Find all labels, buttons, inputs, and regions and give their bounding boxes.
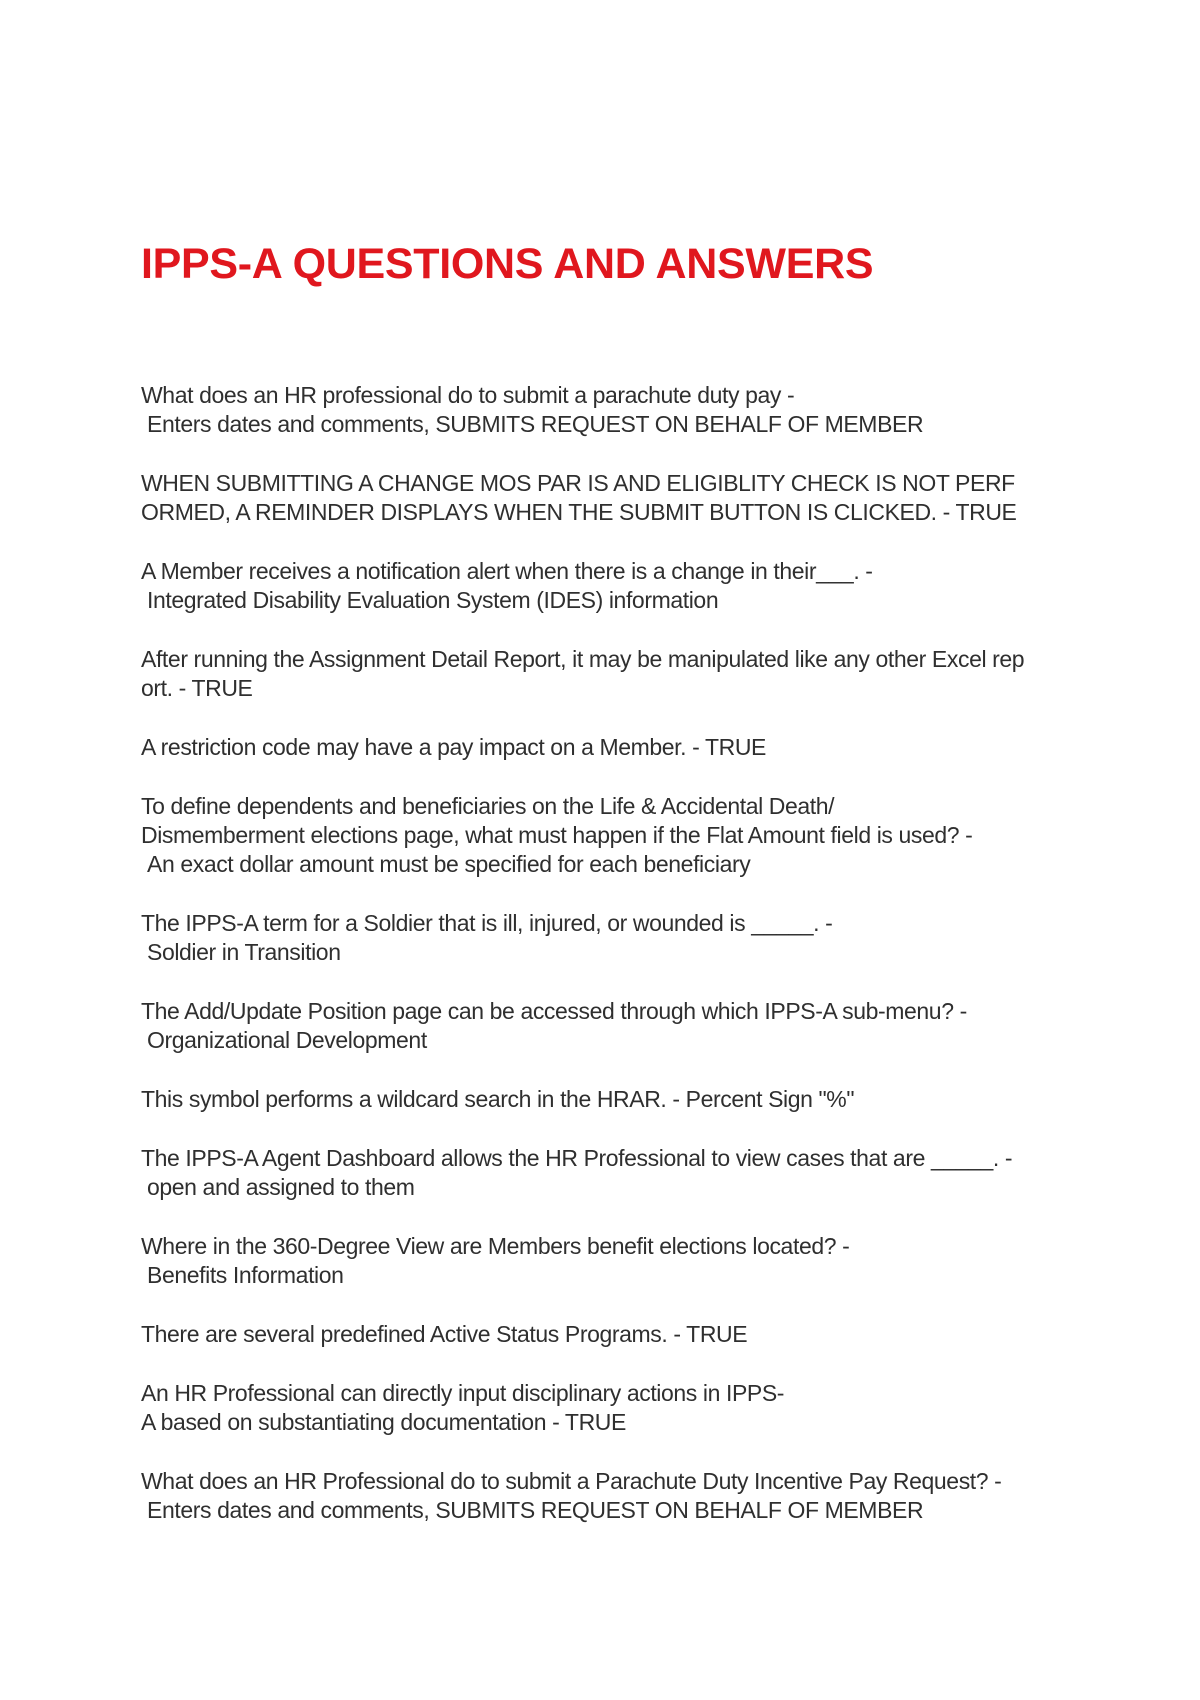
qa-item	[141, 792, 1101, 879]
answer-text: Organizational Development	[147, 1027, 427, 1053]
qa-item	[141, 1467, 1101, 1525]
question-text: To define dependents and beneficiaries on the Life & Accidental Death/	[141, 793, 835, 819]
question-text-continued: A based on substantiating documentation - TRUE	[141, 1409, 626, 1435]
question-text: WHEN SUBMITTING A CHANGE MOS PAR IS AND ELIGIBLITY CHECK IS NOT PERF	[141, 470, 1015, 496]
question-text: A restriction code may have a pay impact on a Member. - TRUE	[141, 734, 766, 760]
question-text-continued: Dismemberment elections page, what must happen if the Flat Amount field is used? -	[141, 822, 973, 848]
qa-item	[141, 997, 1101, 1055]
question-text: What does an HR professional do to submit a parachute duty pay -	[141, 382, 795, 408]
qa-item	[141, 645, 1101, 703]
page-title: IPPS-A QUESTIONS AND ANSWERS	[141, 240, 874, 288]
qa-item	[141, 557, 1101, 615]
question-text: After running the Assignment Detail Report, it may be manipulated like any other Excel rep	[141, 646, 1025, 672]
question-text: The IPPS-A Agent Dashboard allows the HR Professional to view cases that are _____. -	[141, 1145, 1013, 1171]
question-text: An HR Professional can directly input disciplinary actions in IPPS-	[141, 1380, 785, 1406]
question-text: The IPPS-A term for a Soldier that is ill, injured, or wounded is _____. -	[141, 910, 833, 936]
question-text-continued: ORMED, A REMINDER DISPLAYS WHEN THE SUBMIT BUTTON IS CLICKED. - TRUE	[141, 499, 1017, 525]
question-text: This symbol performs a wildcard search in the HRAR. - Percent Sign "%"	[141, 1086, 855, 1112]
answer-text: Benefits Information	[147, 1262, 344, 1288]
qa-item	[141, 733, 1101, 762]
qa-item	[141, 381, 1101, 439]
qa-list	[141, 381, 1101, 1555]
qa-item	[141, 909, 1101, 967]
qa-item	[141, 1232, 1101, 1290]
question-text: There are several predefined Active Status Programs. - TRUE	[141, 1321, 748, 1347]
question-text: The Add/Update Position page can be accessed through which IPPS-A sub-menu? -	[141, 998, 967, 1024]
qa-item	[141, 1379, 1101, 1437]
answer-text: Soldier in Transition	[147, 939, 341, 965]
question-text-continued: ort. - TRUE	[141, 675, 253, 701]
qa-item	[141, 1085, 1101, 1114]
answer-text: Enters dates and comments, SUBMITS REQUEST ON BEHALF OF MEMBER	[147, 1497, 924, 1523]
question-text: Where in the 360-Degree View are Members benefit elections located? -	[141, 1233, 850, 1259]
qa-item	[141, 1144, 1101, 1202]
answer-text: An exact dollar amount must be specified for each beneficiary	[147, 851, 751, 877]
qa-item	[141, 469, 1101, 527]
question-text: A Member receives a notification alert when there is a change in their___. -	[141, 558, 873, 584]
answer-text: Enters dates and comments, SUBMITS REQUEST ON BEHALF OF MEMBER	[147, 411, 924, 437]
qa-item	[141, 1320, 1101, 1349]
answer-text: Integrated Disability Evaluation System (IDES) information	[147, 587, 719, 613]
answer-text: open and assigned to them	[147, 1174, 415, 1200]
question-text: What does an HR Professional do to submit a Parachute Duty Incentive Pay Request? -	[141, 1468, 1002, 1494]
